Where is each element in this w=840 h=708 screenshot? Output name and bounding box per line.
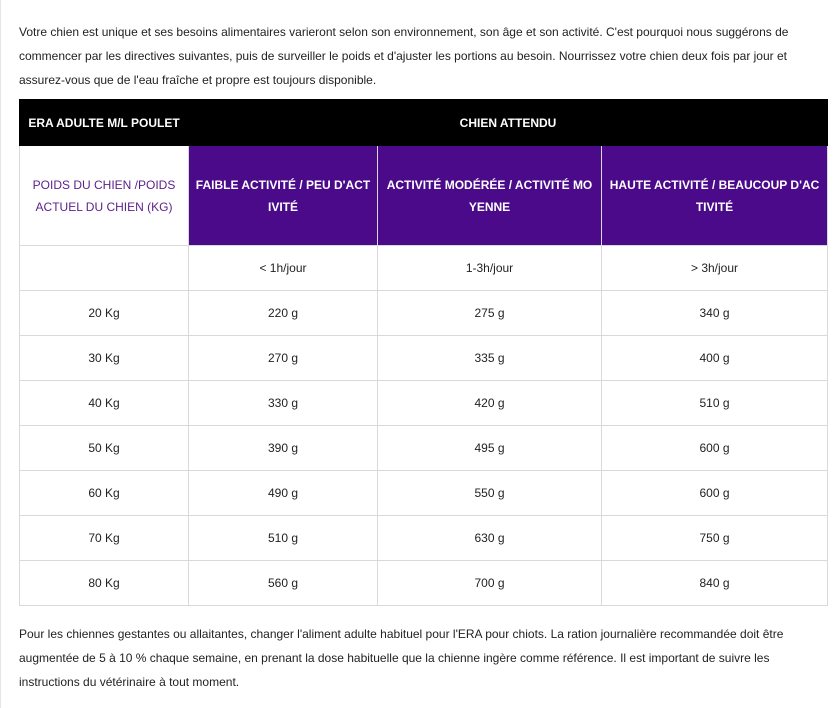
moderate-activity-portion: 630 g [378,516,602,561]
product-name-header: ERA ADULTE M/L POULET [20,100,189,146]
moderate-activity-portion: 275 g [378,291,602,336]
high-activity-portion: 340 g [602,291,828,336]
high-activity-portion: 600 g [602,426,828,471]
low-activity-portion: 220 g [189,291,378,336]
weight-cell: 70 Kg [20,516,189,561]
table-row [20,426,828,471]
expected-dog-header: CHIEN ATTENDU [189,100,828,146]
low-activity-portion: 330 g [189,381,378,426]
outro-paragraph: Pour les chiennes gestantes ou allaitantes, changer l'aliment adulte habituel pour l'ERA pour chiots. La ration journalière recommandée doit être augmentée de 5 à 10 % chaque semaine, en prenant la dose habituelle que la chienne ingère comme référence. Il est important de suivre les instructions du vétérinaire à tout moment. [19,627,784,689]
moderate-activity-portion: 495 g [378,426,602,471]
moderate-activity-portion: 700 g [378,561,602,606]
page-left-border [0,0,1,708]
low-activity-portion: 390 g [189,426,378,471]
moderate-activity-portion: 420 g [378,381,602,426]
duration-row [20,246,828,291]
high-activity-portion: 840 g [602,561,828,606]
low-activity-duration: < 1h/jour [189,246,378,291]
low-activity-portion: 560 g [189,561,378,606]
feeding-guide-table [19,99,828,606]
weight-cell: 40 Kg [20,381,189,426]
moderate-activity-portion: 550 g [378,471,602,516]
table-row [20,471,828,516]
table-row [20,381,828,426]
table-header-row [20,100,828,146]
weight-cell: 80 Kg [20,561,189,606]
high-activity-portion: 600 g [602,471,828,516]
weight-cell: 50 Kg [20,426,189,471]
table-row [20,291,828,336]
table-row [20,336,828,381]
weight-cell: 20 Kg [20,291,189,336]
activity-header-row [20,146,828,246]
low-activity-portion: 510 g [189,516,378,561]
table-row [20,516,828,561]
low-activity-portion: 270 g [189,336,378,381]
dog-weight-header: POIDS DU CHIEN /POIDS ACTUEL DU CHIEN (KG) [20,146,189,246]
moderate-activity-duration: 1-3h/jour [378,246,602,291]
high-activity-portion: 510 g [602,381,828,426]
moderate-activity-header: ACTIVITÉ MODÉRÉE / ACTIVITÉ MOYENNE [378,146,602,246]
high-activity-portion: 400 g [602,336,828,381]
moderate-activity-portion: 335 g [378,336,602,381]
intro-paragraph: Votre chien est unique et ses besoins alimentaires varieront selon son environnement, son âge et son activité. C'est pourquoi nous suggérons de commencer par les directives suivantes, puis de surveiller le poids et d'ajuster les portions au besoin. Nourrissez votre chien deux fois par jour et assurez-vous que de l'eau fraîche et propre est toujours disponible. [19,25,789,87]
high-activity-portion: 750 g [602,516,828,561]
weight-cell: 30 Kg [20,336,189,381]
high-activity-header: HAUTE ACTIVITÉ / BEAUCOUP D'ACTIVITÉ [602,146,828,246]
table-row [20,561,828,606]
duration-empty-cell [20,246,189,291]
low-activity-header: FAIBLE ACTIVITÉ / PEU D'ACTIVITÉ [189,146,378,246]
high-activity-duration: > 3h/jour [602,246,828,291]
weight-cell: 60 Kg [20,471,189,516]
low-activity-portion: 490 g [189,471,378,516]
